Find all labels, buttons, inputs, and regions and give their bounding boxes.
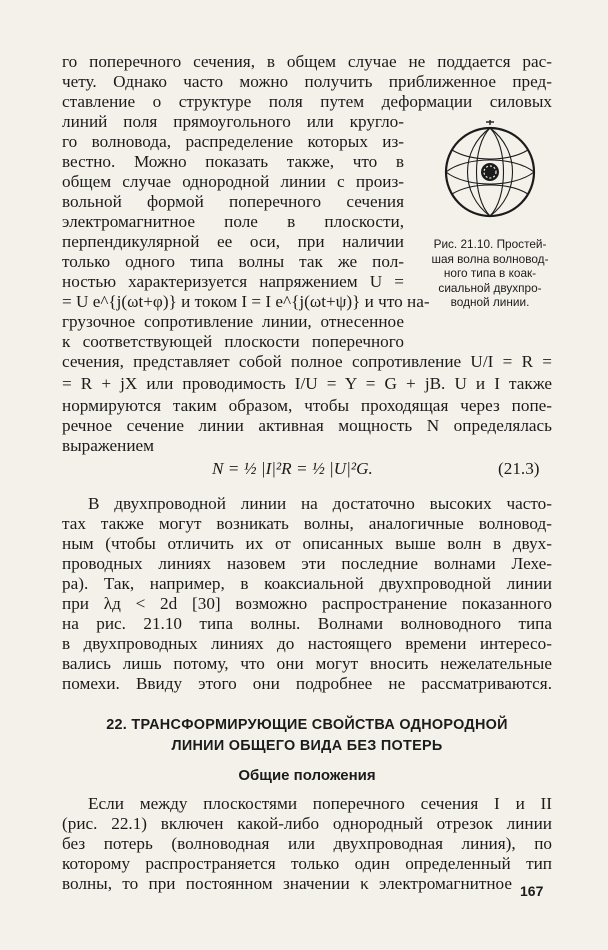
text-line: чету. Однако часто можно получить приближенное пред- bbox=[62, 72, 552, 91]
text-line: го поперечного сечения, в общем случае не поддается рас- bbox=[62, 52, 552, 71]
text-line: проводных линиях назовем эти последние волнами Лехе- bbox=[62, 554, 552, 573]
text-line: ностью характеризуется напряжением U = bbox=[62, 272, 404, 291]
text-line: перпендикулярной ее оси, при наличии bbox=[62, 232, 404, 251]
text-line: на рис. 21.10 типа волны. Волнами волноводного типа bbox=[62, 614, 552, 633]
text-line: волны, то при постоянном значении κ электромагнитное bbox=[62, 874, 512, 893]
text-line: ным (чтобы отличить их от описанных выше волн в двух- bbox=[62, 534, 552, 553]
text-line: линий поля прямоугольного или кругло- bbox=[62, 112, 404, 131]
text-line: тах также могут возникать волны, аналогичные волновод- bbox=[62, 514, 552, 533]
text-line: общем случае однородной линии с произ- bbox=[62, 172, 404, 191]
text-line: го волновода, распределение которых из- bbox=[62, 132, 404, 151]
equation-number: (21.3) bbox=[498, 459, 540, 478]
section-heading: ЛИНИИ ОБЩЕГО ВИДА БЕЗ ПОТЕРЬ bbox=[171, 738, 443, 754]
text-line: вольной формой поперечного сечения bbox=[62, 192, 404, 211]
text-line: вались лишь потому, что они могут вносить нежелательные bbox=[62, 654, 552, 673]
text-line: выражением bbox=[62, 436, 155, 455]
text-line: без потерь (волноводная или двухпроводная линия), по bbox=[62, 834, 552, 853]
subsection-heading: Общие положения bbox=[238, 767, 376, 784]
text-line: нормируются таким образом, чтобы проходящая через попе- bbox=[62, 396, 552, 415]
text-line: речное сечение линии активная мощность N определялась bbox=[62, 416, 552, 435]
text-line: только одного типа волны так же пол- bbox=[62, 252, 404, 271]
equation: N = ½ |I|²R = ½ |U|²G. bbox=[212, 459, 373, 478]
text-line: грузочное сопротивление линии, отнесенное bbox=[62, 312, 404, 331]
text-line: в двухпроводных линиях до настоящего времени интересо- bbox=[62, 634, 552, 653]
text-line: = U e^{j(ωt+φ)} и током I = I e^{j(ωt+ψ)} и что на- bbox=[62, 292, 430, 311]
text-line: Если между плоскостями поперечного сечения I и II bbox=[88, 794, 552, 813]
text-line: = R + jX или проводимость I/U = Y = G + jB. U и I также bbox=[62, 374, 552, 393]
text-line: В двухпроводной линии на достаточно высоких часто- bbox=[88, 494, 552, 513]
text-line: при λд < 2d [30] возможно распространение показанного bbox=[62, 594, 552, 613]
text-line: электромагнитное поле в плоскости, bbox=[62, 212, 404, 231]
page-number: 167 bbox=[520, 883, 544, 899]
text-line: которому распространяется только один определенный тип bbox=[62, 854, 552, 873]
text-line: к соответствующей плоскости поперечного bbox=[62, 332, 404, 351]
text-line: помехи. Ввиду этого они подробнее не рассматриваются. bbox=[62, 674, 552, 693]
figure-caption: Рис. 21.10. Простей- шая волна волновод- ного типа в коак- сиальной двухпро- водной линии. bbox=[431, 237, 549, 309]
coaxial-two-wire-field-diagram-icon bbox=[442, 120, 538, 224]
text-line: сечения, представляет собой полное сопротивление U/I = R = bbox=[62, 352, 552, 371]
text-line: вестно. Можно показать также, что в bbox=[62, 152, 404, 171]
text-line: (рис. 22.1) включен какой-либо однородный отрезок линии bbox=[62, 814, 552, 833]
text-line: ставление о структуре поля путем деформации силовых bbox=[62, 92, 552, 111]
text-line: ра). Так, например, в коаксиальной двухпроводной линии bbox=[62, 574, 552, 593]
section-heading: 22. ТРАНСФОРМИРУЮЩИЕ СВОЙСТВА ОДНОРОДНОЙ bbox=[106, 717, 508, 733]
